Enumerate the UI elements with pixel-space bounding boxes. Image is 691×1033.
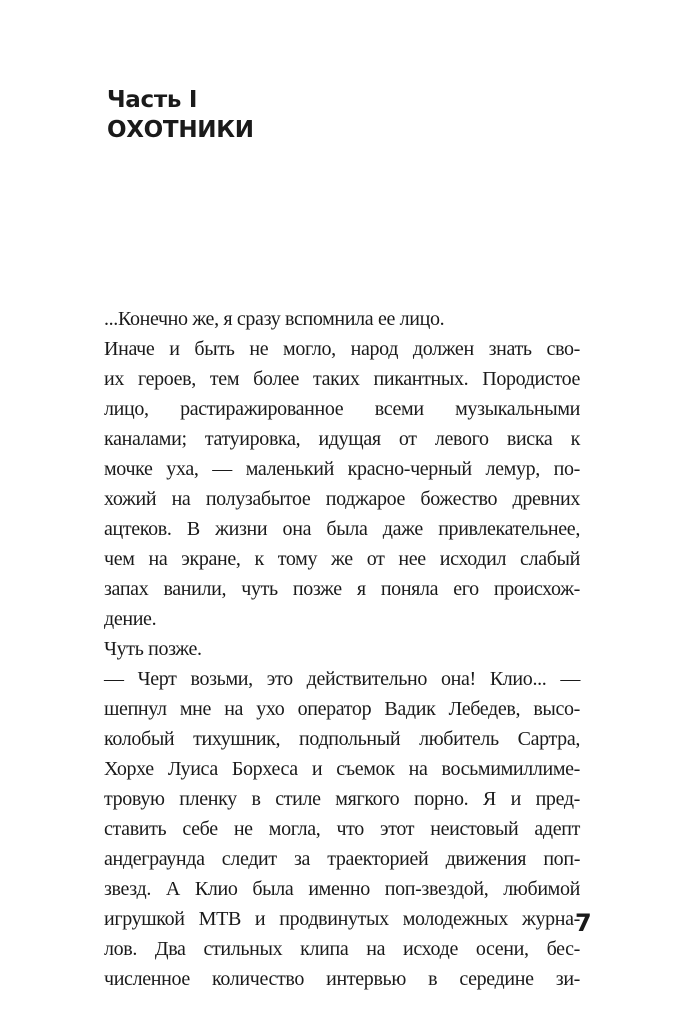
text-line: Чуть позже. [104, 638, 202, 660]
text-line: ...Конечно же, я сразу вспомнила ее лицо. [104, 308, 445, 330]
text-line: численное количество интервью в середине зи- [104, 968, 580, 990]
text-line: мочке уха, — маленький красно-черный лемур, по- [104, 458, 580, 480]
text-line: их героев, тем более таких пикантных. Породистое [104, 368, 580, 390]
text-line: андеграунда следит за траекторией движения поп- [104, 848, 580, 870]
text-line: шепнул мне на ухо оператор Вадик Лебедев, высо- [104, 698, 580, 720]
text-line: колобый тихушник, подпольный любитель Сартра, [104, 728, 580, 750]
part-title: ОХОТНИКИ [107, 117, 254, 143]
text-line: каналами; татуировка, идущая от левого виска к [104, 428, 580, 450]
page-number: 7 [575, 909, 592, 937]
text-line: запах ванили, чуть позже я поняла его происхож- [104, 578, 580, 600]
text-line: Иначе и быть не могло, народ должен знать сво- [104, 338, 580, 360]
text-line: ставить себе не могла, что этот неистовый адепт [104, 818, 580, 840]
part-label: Часть I [107, 87, 198, 113]
text-line: дение. [104, 608, 157, 630]
text-line: ацтеков. В жизни она была даже привлекательнее, [104, 518, 580, 540]
text-line: чем на экране, к тому же от нее исходил слабый [104, 548, 580, 570]
text-line: хожий на полузабытое поджарое божество древних [104, 488, 580, 510]
text-line: лов. Два стильных клипа на исходе осени, бес- [104, 938, 580, 960]
text-line: звезд. А Клио была именно поп-звездой, любимой [104, 878, 580, 900]
text-line: — Черт возьми, это действительно она! Клио... — [104, 668, 580, 690]
text-line: лицо, растиражированное всеми музыкальными [104, 398, 580, 420]
text-line: Хорхе Луиса Борхеса и съемок на восьмимиллиме- [104, 758, 580, 780]
body-text [104, 304, 580, 994]
text-line: игрушкой МТВ и продвинутых молодежных журна- [104, 908, 580, 930]
text-line: тровую пленку в стиле мягкого порно. Я и пред- [104, 788, 580, 810]
